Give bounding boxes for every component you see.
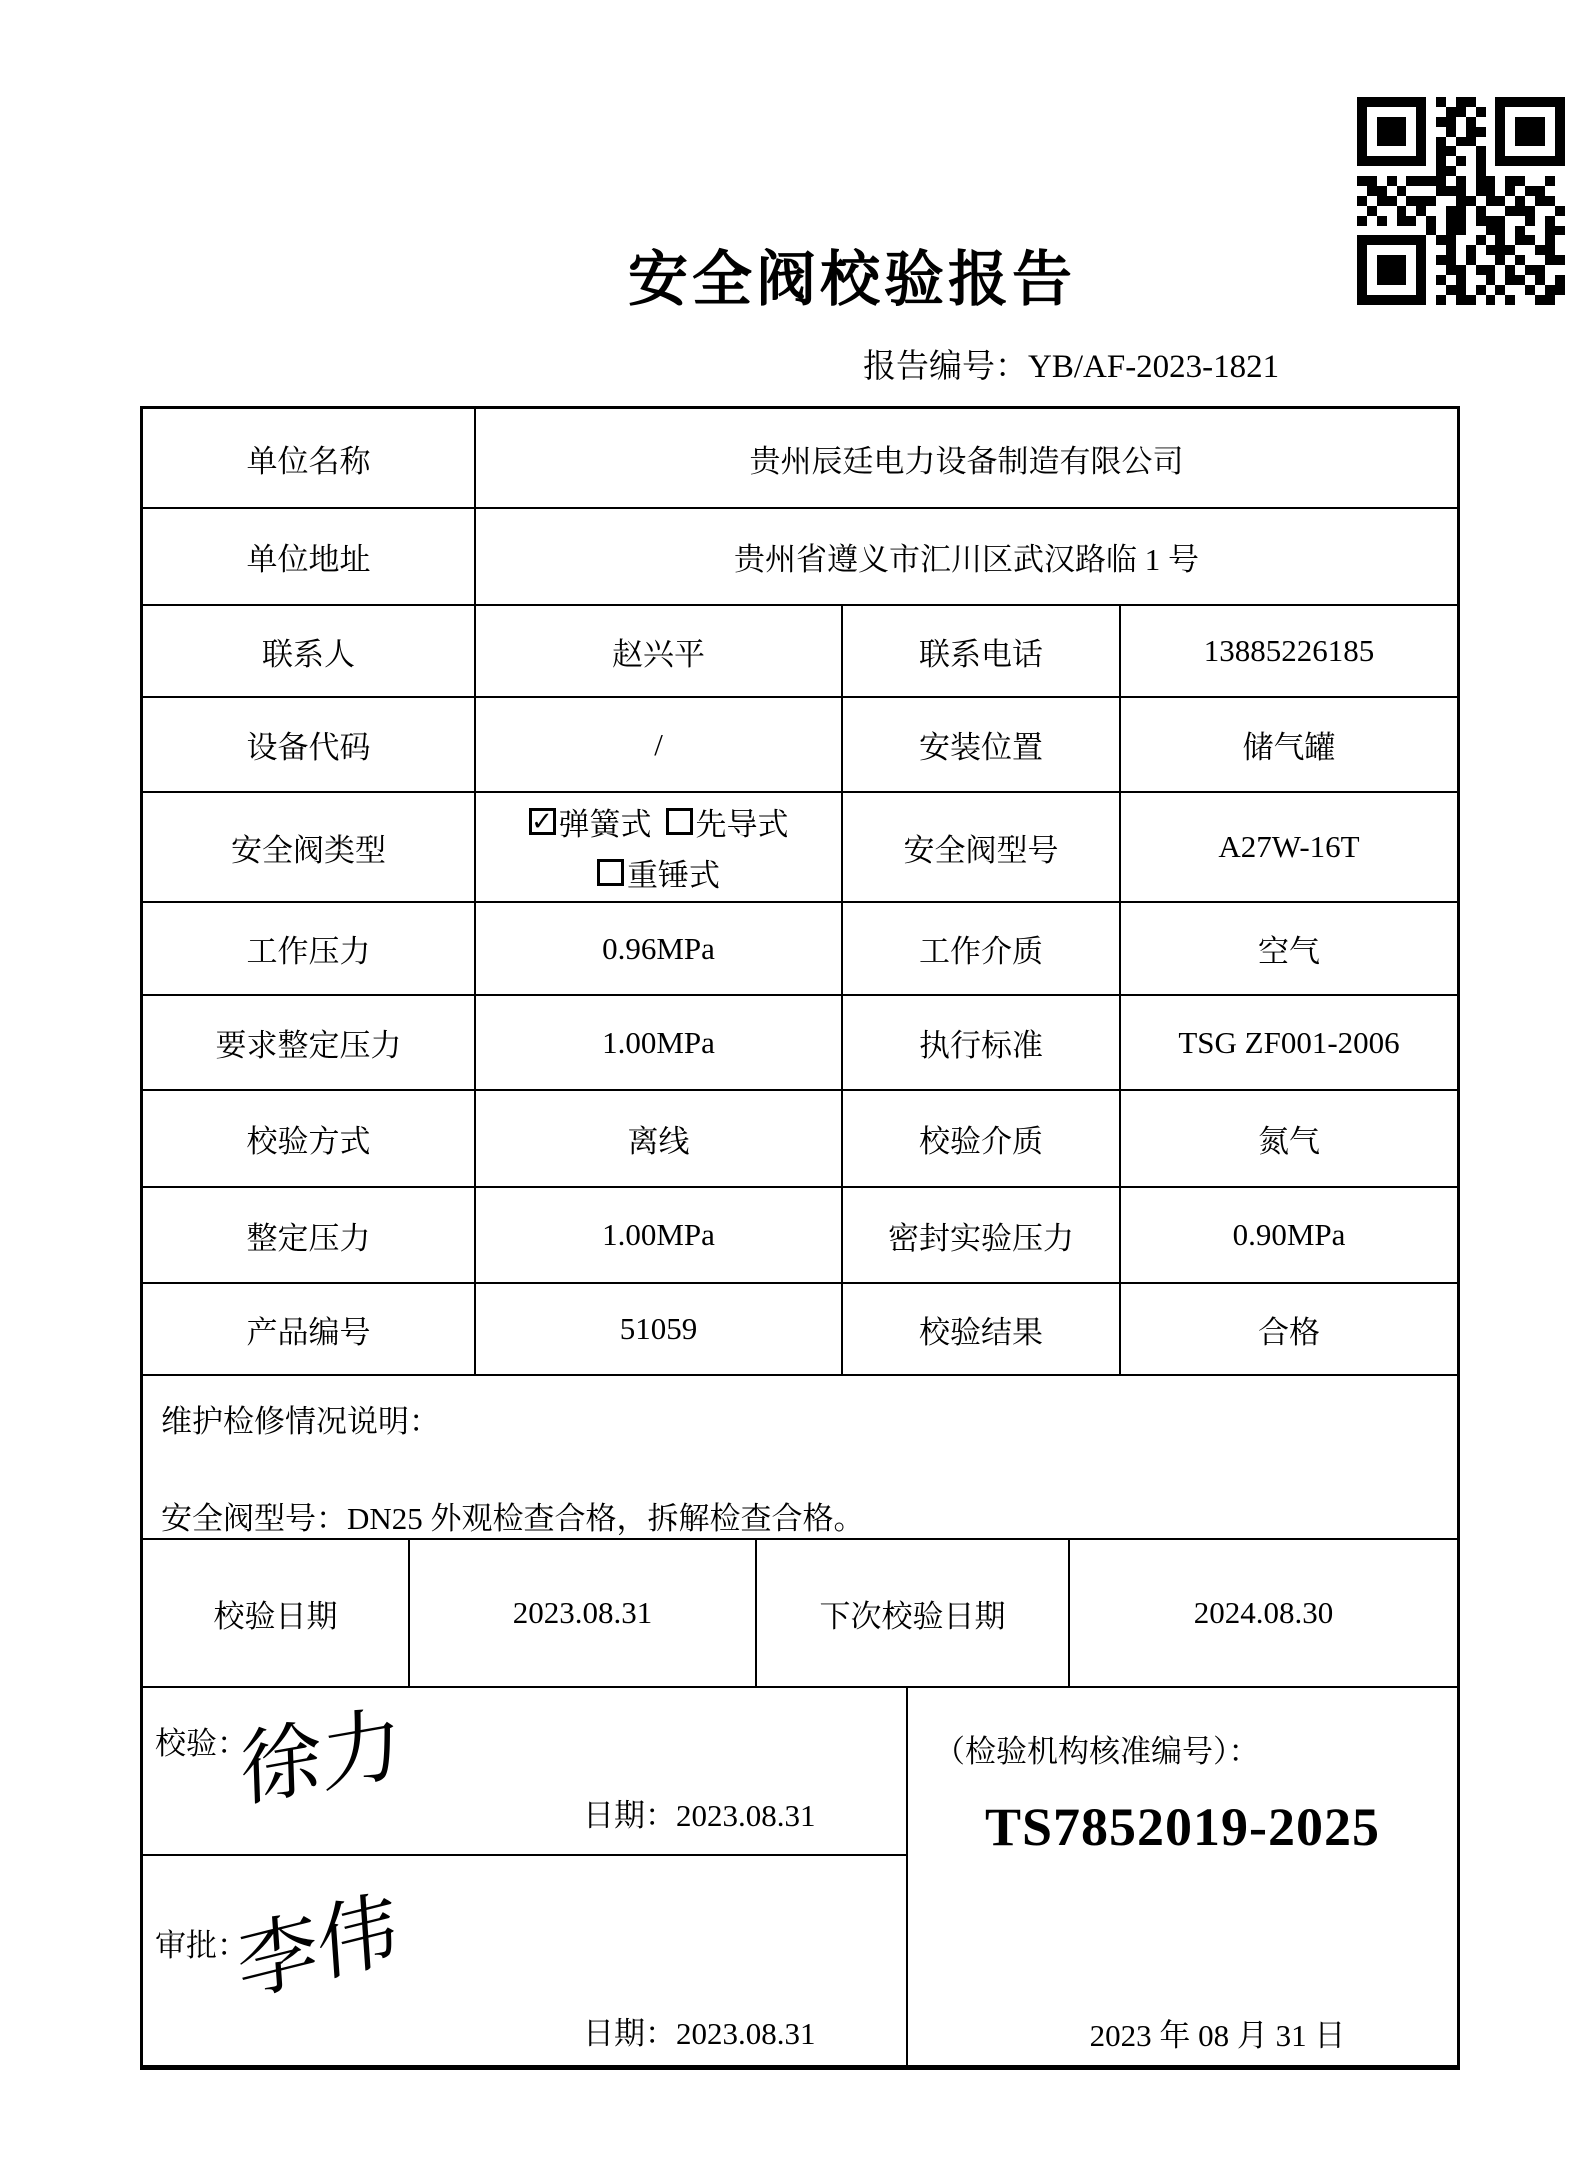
field-label: 校验介质 xyxy=(843,1091,1121,1186)
qr-row xyxy=(1357,216,1565,226)
field-value: 赵兴平 xyxy=(476,606,843,696)
field-value: A27W-16T xyxy=(1218,829,1360,864)
qr-row xyxy=(1357,226,1565,236)
table-row xyxy=(143,996,1457,1091)
field-label: 单位地址 xyxy=(143,509,476,604)
qr-row xyxy=(1357,265,1565,275)
approver-signature: 李伟 xyxy=(234,1881,401,2014)
field-label: 执行标准 xyxy=(843,996,1121,1089)
approver-signature-row xyxy=(143,1856,906,2068)
field-value: 2023.08.31 xyxy=(410,1540,757,1686)
maintenance-note-title: 维护检修情况说明： xyxy=(161,1404,440,1439)
qr-row xyxy=(1357,285,1565,295)
field-value: 13885226185 xyxy=(1203,633,1375,668)
info-rows xyxy=(143,409,1457,1376)
checkbox-unchecked-icon xyxy=(666,808,693,835)
field-label: 工作介质 xyxy=(843,903,1121,994)
field-label: 校验结果 xyxy=(843,1284,1121,1374)
field-label: 校验日期 xyxy=(143,1540,410,1686)
date-label: 日期： xyxy=(583,1798,676,1833)
valve-type-option xyxy=(597,850,720,895)
org-approval-date: 2023 年 08 月 31 日 xyxy=(1089,2018,1346,2053)
field-label: 下次校验日期 xyxy=(757,1540,1070,1686)
qr-row xyxy=(1357,107,1565,117)
checkbox-unchecked-icon xyxy=(597,859,624,886)
signature-left-column xyxy=(143,1688,908,2068)
maintenance-note-section xyxy=(143,1376,1457,1540)
qr-row xyxy=(1357,196,1565,206)
table-row xyxy=(143,509,1457,606)
date-label: 日期： xyxy=(583,2016,676,2051)
table-row xyxy=(143,606,1457,698)
field-value: 1.00MPa xyxy=(476,1188,843,1282)
qr-row xyxy=(1357,275,1565,285)
calibration-date-row xyxy=(143,1540,1457,1688)
calibrator-signature: 徐力 xyxy=(238,1697,404,1818)
valve-type-option xyxy=(529,799,652,844)
page-title: 安全阀校验报告 xyxy=(628,247,1076,313)
field-label: 设备代码 xyxy=(143,698,476,791)
option-label: 弹簧式 xyxy=(558,807,652,842)
signature-section xyxy=(143,1688,1457,2068)
calibrator-sign-date xyxy=(583,1790,816,1835)
inspection-org-cell xyxy=(908,1688,1457,2068)
field-value: / xyxy=(476,698,843,791)
field-label: 联系电话 xyxy=(843,606,1121,696)
qr-row xyxy=(1357,156,1565,166)
org-approval-number-label: （检验机构核准编号）： xyxy=(934,1734,1260,1769)
qr-row xyxy=(1357,117,1565,127)
field-value: 空气 xyxy=(1258,934,1320,969)
field-label: 工作压力 xyxy=(143,903,476,994)
field-value: 0.96MPa xyxy=(476,903,843,994)
field-label: 联系人 xyxy=(143,606,476,696)
field-value: 合格 xyxy=(1258,1314,1320,1350)
field-value: 0.90MPa xyxy=(1232,1217,1346,1252)
checkbox-checked-icon: ✓ xyxy=(529,808,556,835)
field-label: 整定压力 xyxy=(143,1188,476,1282)
qr-row xyxy=(1357,146,1565,156)
table-row xyxy=(143,793,1457,903)
report-table xyxy=(140,406,1460,2070)
qr-code xyxy=(1357,97,1565,305)
report-number-value: YB/AF-2023-1821 xyxy=(1028,349,1280,385)
calibrator-role-label: 校验： xyxy=(155,1726,248,1761)
date-value: 2023.08.31 xyxy=(676,1798,816,1833)
field-label: 要求整定压力 xyxy=(143,996,476,1089)
field-value: 2024.08.30 xyxy=(1193,1595,1334,1630)
field-value: 离线 xyxy=(476,1091,843,1186)
field-label: 产品编号 xyxy=(143,1284,476,1374)
date-value: 2023.08.31 xyxy=(676,2016,816,2051)
field-label: 密封实验压力 xyxy=(843,1188,1121,1282)
qr-row xyxy=(1357,255,1565,265)
qr-row xyxy=(1357,295,1565,305)
qr-row xyxy=(1357,166,1565,176)
field-label: 校验方式 xyxy=(143,1091,476,1186)
table-row xyxy=(143,903,1457,996)
qr-row xyxy=(1357,137,1565,147)
table-row xyxy=(143,698,1457,793)
org-approval-number-value: TS7852019-2025 xyxy=(984,1797,1381,1857)
maintenance-note-text: 安全阀型号：DN25 外观检查合格，拆解检查合格。 xyxy=(161,1501,865,1536)
valve-type-options xyxy=(476,793,843,901)
option-label: 先导式 xyxy=(695,807,789,842)
field-value: 51059 xyxy=(476,1284,843,1374)
table-row xyxy=(143,409,1457,509)
field-value: 储气罐 xyxy=(1242,730,1336,765)
table-row xyxy=(143,1188,1457,1284)
report-number xyxy=(863,340,1279,387)
table-row xyxy=(143,1091,1457,1188)
field-value: TSG ZF001-2006 xyxy=(1178,1024,1400,1060)
field-label: 安装位置 xyxy=(843,698,1121,791)
table-row xyxy=(143,1284,1457,1376)
qr-row xyxy=(1357,127,1565,137)
field-label: 安全阀型号 xyxy=(843,793,1121,901)
qr-row xyxy=(1357,245,1565,255)
qr-row xyxy=(1357,97,1565,107)
option-label: 重锤式 xyxy=(627,858,720,893)
report-number-label: 报告编号： xyxy=(863,349,1028,385)
field-label: 单位名称 xyxy=(143,409,476,507)
qr-row xyxy=(1357,186,1565,196)
calibrator-signature-row xyxy=(143,1688,906,1856)
field-value: 贵州省遵义市汇川区武汉路临 1 号 xyxy=(734,542,1199,577)
valve-type-option xyxy=(666,799,789,844)
approver-role-label: 审批： xyxy=(155,1928,248,1963)
field-value: 贵州辰廷电力设备制造有限公司 xyxy=(749,443,1184,479)
qr-row xyxy=(1357,206,1565,216)
qr-row xyxy=(1357,176,1565,186)
qr-row xyxy=(1357,235,1565,245)
approver-sign-date xyxy=(583,2008,816,2053)
field-label: 安全阀类型 xyxy=(143,793,476,901)
field-value: 氮气 xyxy=(1258,1124,1320,1159)
field-value: 1.00MPa xyxy=(476,996,843,1089)
